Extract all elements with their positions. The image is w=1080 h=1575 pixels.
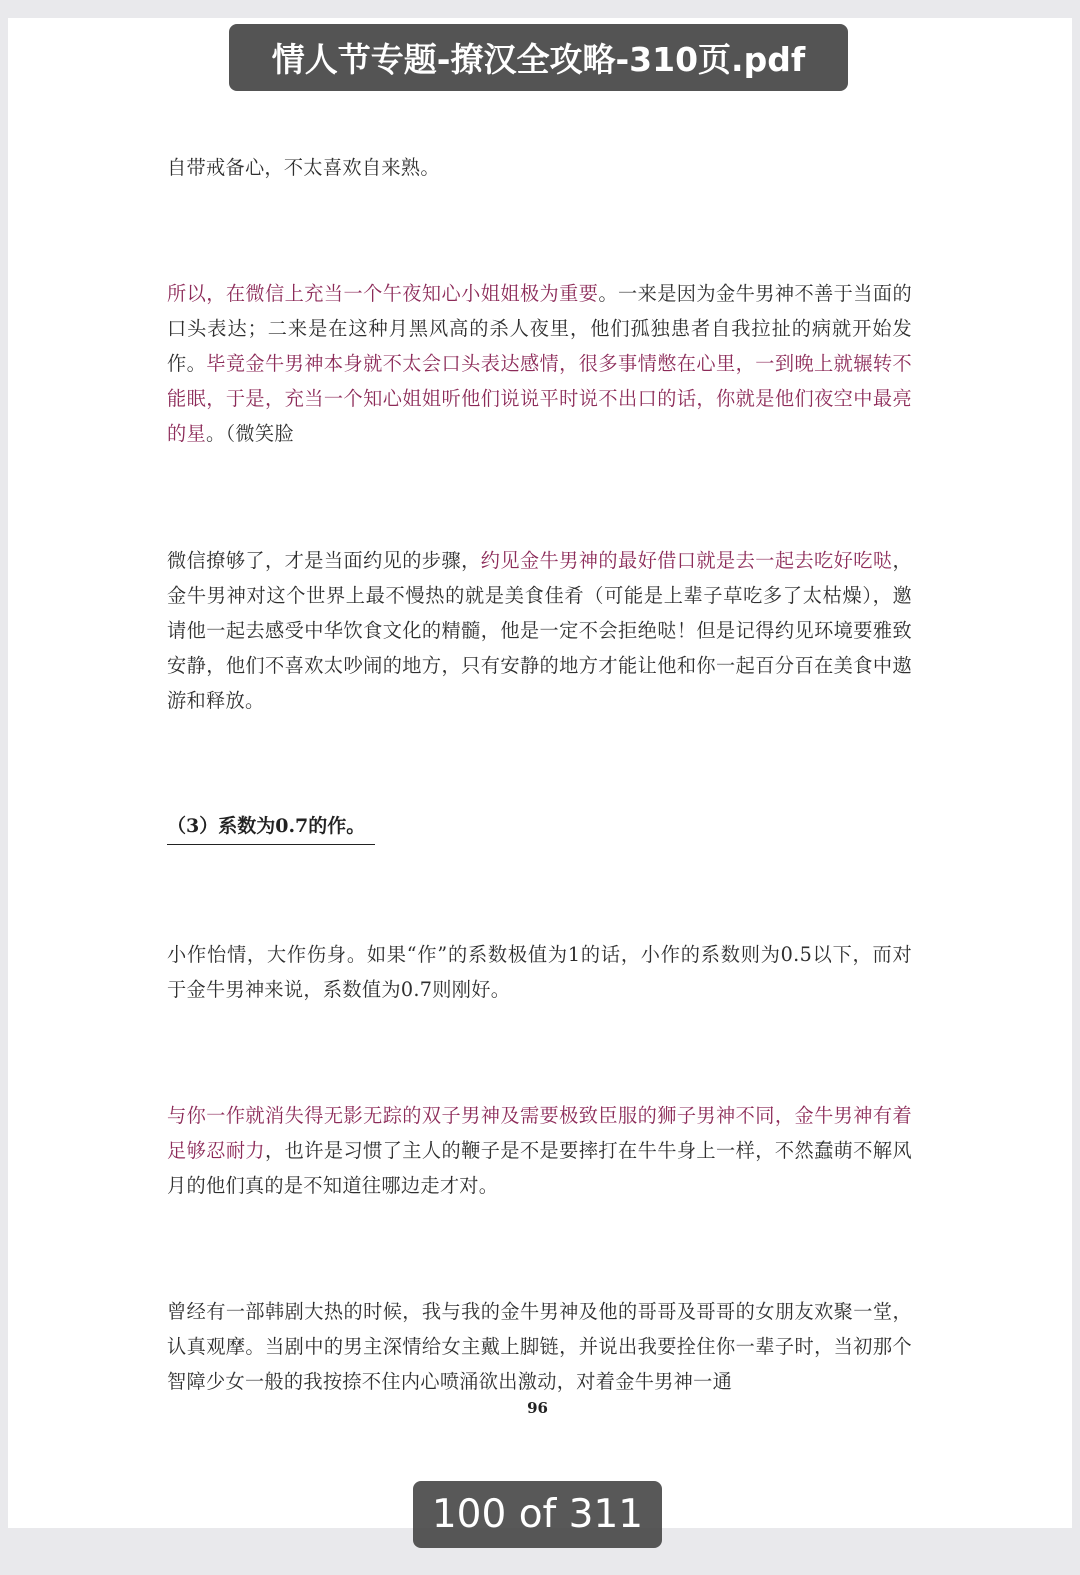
paragraph-5: [167, 1098, 912, 1203]
printed-page-number: 96: [527, 1399, 548, 1417]
highlight-text: 所以，在微信上充当一个午夜知心小姐姐极为重要: [167, 282, 599, 305]
paragraph-3: [167, 543, 912, 718]
body-text: ，金牛男神对这个世界上最不慢热的就是美食佳肴（可能是上辈子草吃多了太枯燥），邀请他一起去感受中华饮食文化的精髓，他是一定不会拒绝哒！但是记得约见环境要雅致安静，他们不喜欢太吵闹的地方，只有安静的地方才能让他和你一起百分百在美食中遨游和释放。: [167, 549, 912, 712]
body-text: ，也许是习惯了主人的鞭子是不是要摔打在牛牛身上一样，不然蠢萌不解风月的他们真的是不知道往哪边走才对。: [167, 1139, 912, 1197]
paragraph-2: [167, 276, 912, 451]
highlight-text: 毕竟金牛男神本身就不太会口头表达感情，很多事情憋在心里，一到晚上就辗转不能眠，于是，充当一个知心姐姐听他们说说平时说不出口的话，你就是他们夜空中最亮的星: [167, 352, 912, 445]
document-title: 情人节专题-撩汉全攻略-310页.pdf: [229, 24, 848, 91]
highlight-text: 约见金牛男神的最好借口就是去一起去吃好吃哒: [480, 549, 893, 572]
section-heading: （3）系数为0.7的作。: [167, 812, 375, 845]
page-counter: 100 of 311: [413, 1481, 662, 1548]
paragraph-6: 曾经有一部韩剧大热的时候，我与我的金牛男神及他的哥哥及哥哥的女朋友欢聚一堂，认真观摩。当剧中的男主深情给女主戴上脚链，并说出我要拴住你一辈子时，当初那个智障少女一般的我按捺不住内心喷涌欲出激动，对着金牛男神一通: [167, 1300, 912, 1393]
body-text: 。（微笑脸: [205, 422, 294, 445]
body-text: 。一来是因为金牛男神不善于当面的口头表达；二来是在这种月黑风高的杀人夜里，他们孤独患者自我拉扯的病就开始发作。: [167, 282, 912, 375]
paragraph-1: 自带戒备心，不太喜欢自来熟。: [167, 156, 440, 179]
paragraph-4: 小作怡情，大作伤身。如果“作”的系数极值为1的话，小作的系数则为0.5以下，而对于金牛男神来说，系数值为0.7则刚好。: [167, 943, 912, 1001]
highlight-text: 与你一作就消失得无影无踪的双子男神及需要极致臣服的狮子男神不同，金牛男神有着足够忍耐力: [167, 1104, 912, 1162]
body-text: 微信撩够了，才是当面约见的步骤，: [167, 549, 481, 572]
